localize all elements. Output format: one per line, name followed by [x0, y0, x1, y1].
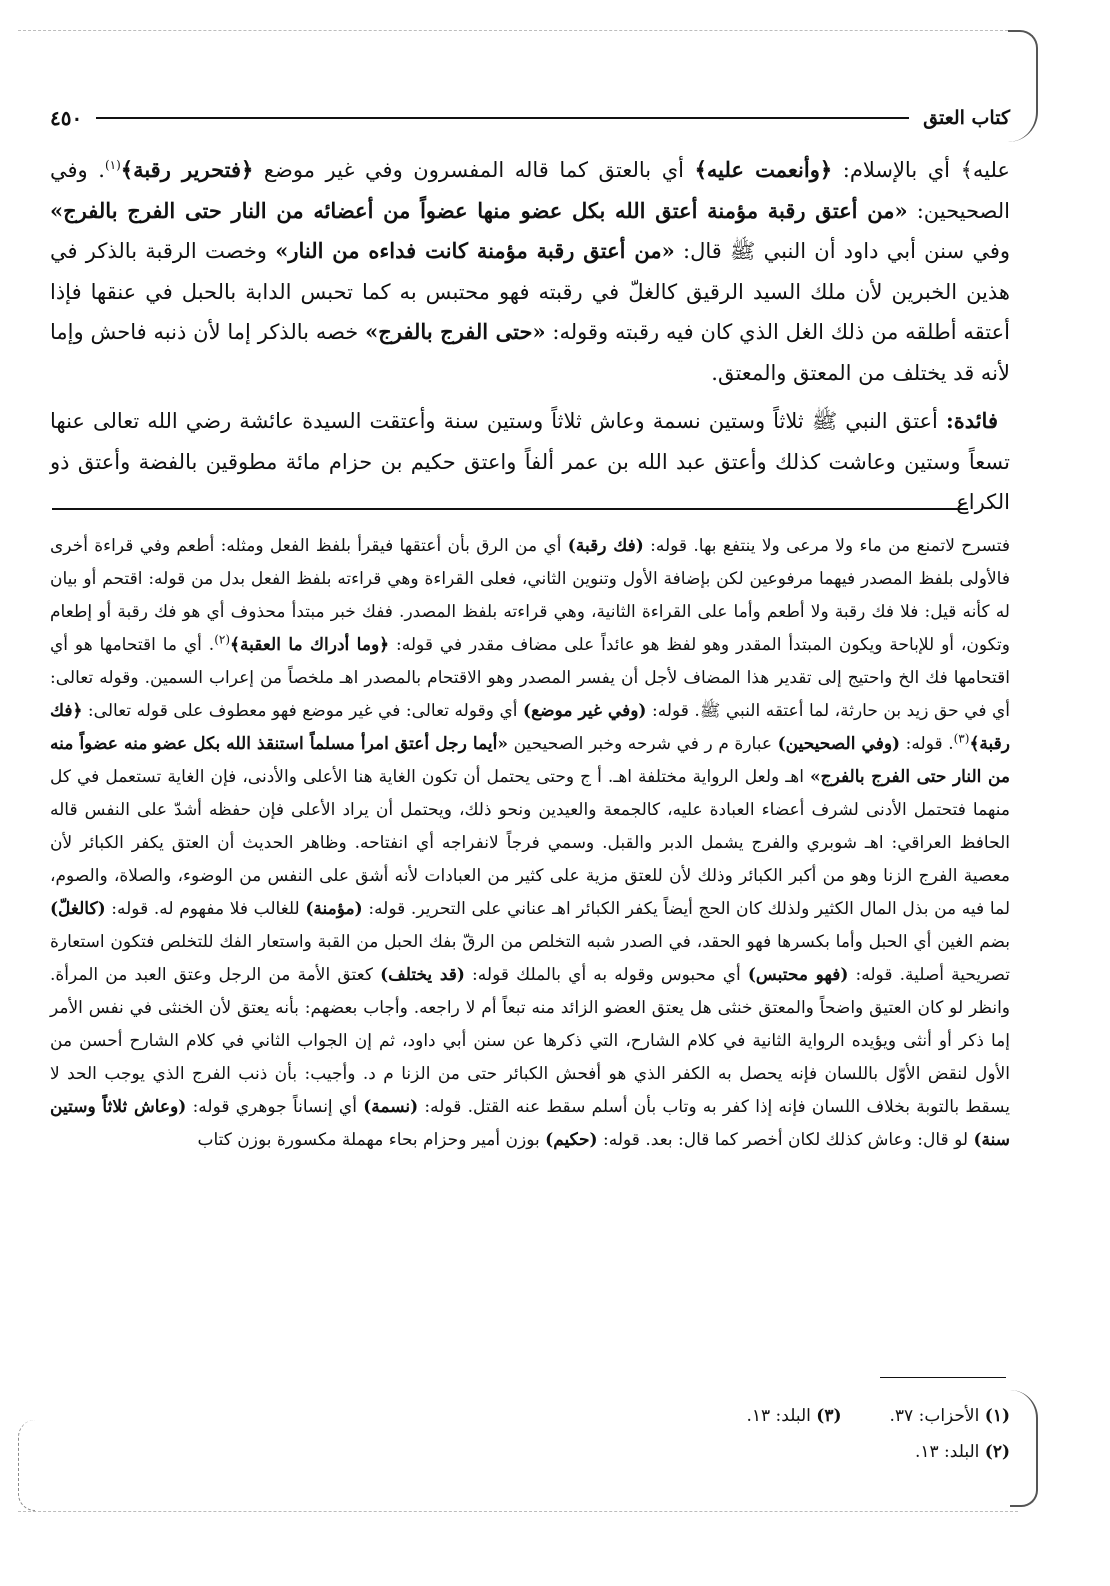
commentary-text [50, 530, 1010, 1157]
footnotes [540, 1398, 1010, 1470]
section-divider [52, 508, 968, 510]
footnote-row-1 [540, 1398, 1010, 1434]
commentary-paragraph: فتسرح لاتمنع من ماء ولا مرعى ولا ينتفع بها. قوله: (فك رقبة) أي من الرق بأن أعتقها فيقرأ بلفظ الفعل ومثله: أطعم وفي قراءة أخرى فالأولى بلفظ المصدر فيهما مرفوعين لكن بإضافة الأول وتنوين الثاني، فعلى القراءة وهي قراءته بلفظ الفعل بدل من قوله: اقتحم أو بيان له كأنه قيل: فلا فك رقبة ولا أطعم وأما على القراءة الثانية، وهي قراءته بلفظ المصدر. ففك خبر مبتدأ محذوف أي هو فك رقبة أو إطعام وتكون، أو للإباحة ويكون المبتدأ المقدر وهو لفظ هو عائداً على مضاف مقدر في قوله: ﴿وما أدراك ما العقبة﴾$^{(٢)}$. أي ما اقتحامها هو أي اقتحامها فك الخ واحتيج إلى تقدير هذا المضاف لأجل أن يفسر المصدر وهو الاقتحام بالمصدر اهـ ملخصاً من إعراب السمين. وقوله تعالى: أي في حق زيد بن حارثة، لما أعتقه النبي ﷺ. قوله: (وفي غير موضع) أي وقوله تعالى: في غير موضع فهو معطوف على قوله تعالى: ﴿فك رقبة﴾$^{(٣)}$. قوله: (وفي الصحيحين) عبارة م ر في شرحه وخبر الصحيحين «أيما رجل أعتق امرأ مسلماً استنقذ الله بكل عضو منه عضواً منه من النار حتى الفرج بالفرج» اهـ ولعل الرواية مختلفة اهـ. أ ج وحتى يحتمل أن تكون الغاية هنا الأعلى والأدنى، فإن الغاية تستعمل في كل منهما فتحتمل الأدنى لشرف أعضاء العبادة عليه، كالجمعة والعيدين ونحو ذلك، ويحتمل أن يراد الأعلى فإن حفظه أشدّ على النفس قاله الحافظ العراقي: اهـ شوبري والفرج يشمل الدبر والقبل. وسمي فرجاً لانفراجه أي انفتاحه. وظاهر الحديث أن العتق يكفر الكبائر لأن معصية الفرج الزنا وهو من أكبر الكبائر وذلك لأن للعتق مزية على كثير من العبادات لأنه أشق على النفس من الوضوء، والصلاة، والصوم، لما فيه من بذل المال الكثير ولذلك كان الحج أيضاً يكفر الكبائر اهـ عناني على التحرير. قوله: (مؤمنة) للغالب فلا مفهوم له. قوله: (كالغلّ) بضم الغين أي الحبل وأما بكسرها فهو الحقد، في الصدر شبه التخلص من الرقّ بفك الحبل من القبة واستعار الفك للتخلص فتكون استعارة تصريحية أصلية. قوله: (فهو محتبس) أي محبوس وقوله به أي بالملك قوله: (قد يختلف) كعتق الأمة من الرجل وعتق العبد من المرأة. وانظر لو كان العتيق واضحاً والمعتق خنثى هل يعتق العضو الزائد منه تبعاً أم لا راجعه. وأجاب بعضهم: بأنه يعتق لأن الخنثى في نفس الأمر إما ذكر أو أنثى ويؤيده الرواية الثانية في كلام الشارح، التي ذكرها عن سنن أبي داود، ثم إن الجواب الثاني في كلام الشارح أحسن من الأول لنقض الأوّل باللسان فإنه يحصل به الكفر الذي هو أفحش الكبائر حتى من الزنا م د. وأجيب: بأن ذنب الفرج الذي يوجب الحد لا يسقط بالتوبة بخلاف اللسان فإنه إذا كفر به وتاب بأن أسلم سقط عنه القتل. قوله: (نسمة) أي إنساناً جوهري قوله: (وعاش ثلاثاً وستين سنة) لو قال: وعاش كذلك لكان أخصر كما قال: بعد. قوله: (حكيم) بوزن أمير وحزام بحاء مهملة مكسورة بوزن كتاب [50, 536, 1011, 1150]
footnote-1: (١) الأحزاب: ٣٧. [889, 1406, 1010, 1426]
footnote-ref-3[interactable]: (٣) [953, 731, 970, 746]
chapter-title: كتاب العتق [923, 107, 1010, 129]
main-paragraph-1: عليه﴾ أي بالإسلام: ﴿وأنعمت عليه﴾ أي بالعتق كما قاله المفسرون وفي غير موضع ﴿فتحرير رقبة﴾$^{(١)}$. وفي الصحيحين: «من أعتق رقبة مؤمنة أعتق الله بكل عضو منها عضواً من أعضائه من النار حتى الفرج بالفرج» وفي سنن أبي داود أن النبي ﷺ قال: «من أعتق رقبة مؤمنة كانت فداءه من النار» وخصت الرقبة بالذكر في هذين الخبرين لأن ملك السيد الرقيق كالغلّ في رقبته فهو محتبس به كما تحبس الدابة بالحبل في عنقها فإذا أعتقه أطلقه من ذلك الغل الذي كان فيه رقبته وقوله: «حتى الفرج بالفرج» خصه بالذكر إما لأن ذنبه فاحش وإما لأنه قد يختلف من المعتق والمعتق. [50, 157, 1011, 385]
footnote-2: (٢) البلد: ١٣. [914, 1442, 1010, 1462]
footnote-row-2 [540, 1434, 1010, 1470]
footnote-rule [880, 1377, 1006, 1378]
page-curl-bottom-left [18, 1420, 35, 1511]
page-header [50, 98, 1010, 138]
footnote-ref-2[interactable]: (٢) [214, 632, 231, 647]
main-paragraph-2: فائدة: أعتق النبي ﷺ ثلاثاً وستين نسمة وعاش ثلاثاً وستين سنة وأعتقت السيدة عائشة رضي الله تعالى عنها تسعاً وستين وعاشت كذلك وأعتق عبد الله بن عمر ألفاً واعتق حكيم بن حزام مائة مطوقين بالفضة وأعتق ذو الكراع [50, 408, 1010, 514]
footnote-3: (٣) البلد: ١٣. [746, 1406, 842, 1426]
header-rule [96, 117, 909, 119]
page-number: ٤٥٠ [50, 106, 83, 130]
page-curl-bottom-right [1010, 1390, 1038, 1507]
main-text [50, 150, 1010, 523]
page-curl-top-right [1008, 30, 1038, 142]
benefit-label: فائدة: [945, 408, 998, 433]
footnote-ref-1[interactable]: (١) [104, 158, 121, 172]
